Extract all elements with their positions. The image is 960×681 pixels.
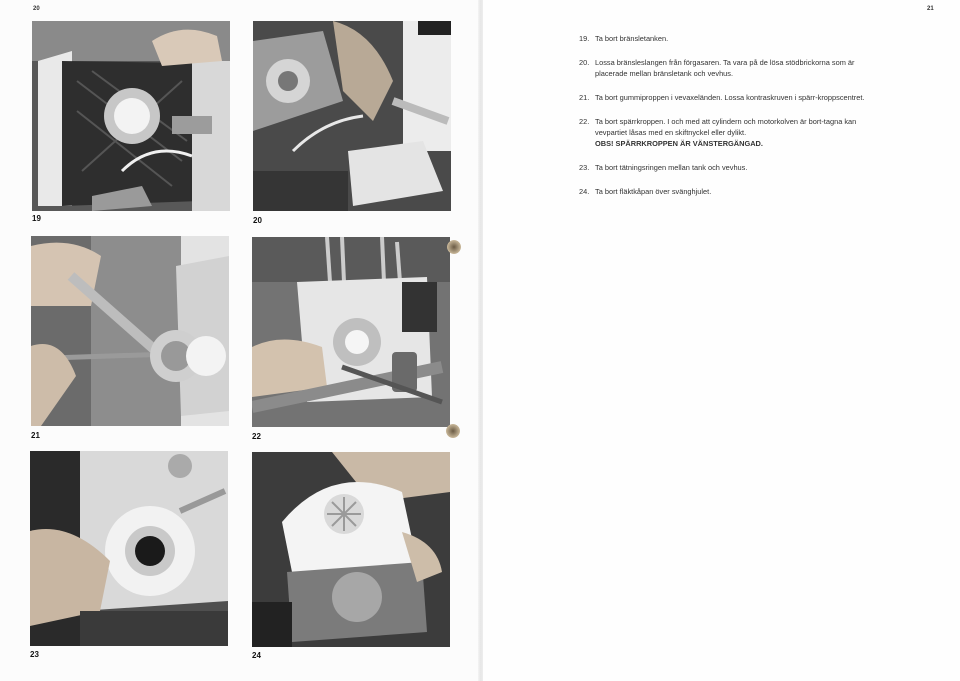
punch-hole-left-top [447, 240, 461, 254]
instruction-step [579, 57, 879, 79]
step-number: 19. [579, 34, 590, 43]
photo-21 [31, 236, 229, 426]
page-number-left: 20 [33, 6, 40, 12]
photo-wrench-crankshaft-icon [31, 236, 229, 426]
step-number: 23. [579, 163, 590, 172]
step-number: 21. [579, 93, 590, 102]
step-text: Lossa bränsleslangen från förgasaren. Ta vara på de lösa stödbrickorna som är placerade mellan bränsletank och vevhus. [595, 58, 855, 78]
photo-20 [253, 21, 451, 211]
step-number: 20. [579, 58, 590, 67]
photo-label-23: 23 [30, 650, 39, 659]
photo-seal-ring-removal-icon [30, 451, 228, 646]
step-text: Ta bort bränsletanken. [595, 34, 669, 43]
instruction-list [579, 33, 879, 210]
step-number: 24. [579, 187, 590, 196]
photo-label-24: 24 [252, 651, 261, 660]
photo-label-21: 21 [31, 431, 40, 440]
step-text: Ta bort gummiproppen i vevaxeländen. Lossa kontraskruven i spärr-kroppscentret. [595, 93, 865, 102]
instruction-step [579, 116, 879, 149]
photo-23 [30, 451, 228, 646]
photo-carburetor-removal-icon [32, 21, 230, 211]
photo-hammer-lock-body-icon [252, 237, 450, 427]
photo-19 [32, 21, 230, 211]
instruction-step [579, 92, 879, 103]
photo-24 [252, 452, 450, 647]
photo-fan-cover-removal-icon [252, 452, 450, 647]
right-page [483, 0, 960, 681]
warning-text: OBS! SPÄRRKROPPEN ÄR VÄNSTERGÄNGAD. [595, 139, 763, 148]
page-number-right: 21 [927, 6, 934, 12]
photo-fuel-hose-pliers-icon [253, 21, 451, 211]
punch-hole-left-bottom [446, 424, 460, 438]
photo-22 [252, 237, 450, 427]
step-text: Ta bort fläktkåpan över svänghjulet. [595, 187, 712, 196]
photo-label-22: 22 [252, 432, 261, 441]
photo-label-20: 20 [253, 216, 262, 225]
step-text: Ta bort spärrkroppen. I och med att cylindern och motorkolven är bort-tagna kan vevpartiet låsas med en skiftnyckel eller dylikt. [595, 117, 857, 137]
instruction-step [579, 162, 879, 173]
step-text: Ta bort tätningsringen mellan tank och vevhus. [595, 163, 748, 172]
instruction-step [579, 186, 879, 197]
step-number: 22. [579, 117, 590, 126]
photo-label-19: 19 [32, 214, 41, 223]
instruction-step [579, 33, 879, 44]
